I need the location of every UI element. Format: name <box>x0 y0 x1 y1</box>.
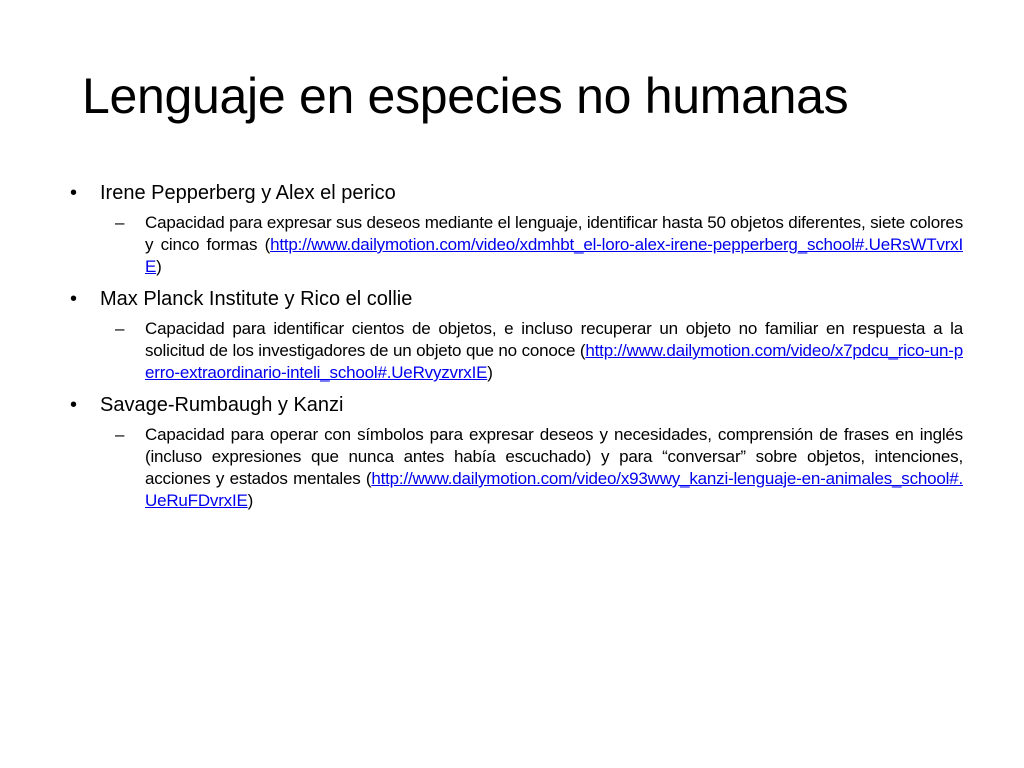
video-link-alex[interactable]: http://www.dailymotion.com/video/xdmhbt_el-loro-alex-irene-pepperberg_school#.UeRsWTvrxIE <box>145 235 963 276</box>
sub-item-max-planck <box>115 318 963 384</box>
bullet-text: Max Planck Institute y Rico el collie <box>100 288 413 310</box>
sub-text-close: ) <box>247 491 254 510</box>
video-link-rico[interactable]: http://www.dailymotion.com/video/x7pdcu_rico-un-perro-extraordinario-inteli_school#.UeRvyzvrxIE <box>145 341 963 382</box>
sub-text-body: Capacidad para identificar cientos de objetos, e incluso recuperar un objeto no familiar en respuesta a la solicitud de los investigadores de un objeto que no conoce ( <box>145 319 963 360</box>
bullet-item-max-planck <box>70 284 963 384</box>
dash-icon: – <box>115 319 125 338</box>
bullet-item-kanzi <box>70 390 963 512</box>
sub-text <box>145 424 963 512</box>
sub-item-pepperberg <box>115 212 963 278</box>
sub-text-body: Capacidad para operar con símbolos para expresar deseos y necesidades, comprensión de frases en inglés (incluso expresiones que nunca antes había escuchado) y para “conversar” sobre objetos, intenciones, acciones y estados mentales ( <box>145 425 963 488</box>
dash-icon: – <box>115 425 125 444</box>
sub-text-close: ) <box>156 257 162 276</box>
sub-text <box>145 212 963 278</box>
slide-title: Lenguaje en especies no humanas <box>82 68 849 124</box>
sub-text-body: Capacidad para expresar sus deseos mediante el lenguaje, identificar hasta 50 objetos diferentes, siete colores y cinco formas ( <box>145 213 963 254</box>
sub-text <box>145 318 963 384</box>
bullet-icon: • <box>70 288 78 310</box>
bullet-text: Irene Pepperberg y Alex el perico <box>100 182 396 204</box>
bullet-text: Savage-Rumbaugh y Kanzi <box>100 394 344 416</box>
slide-content <box>70 178 963 518</box>
bullet-icon: • <box>70 182 78 204</box>
sub-text-close: ) <box>487 363 493 382</box>
sub-item-kanzi <box>115 424 963 512</box>
bullet-icon: • <box>70 394 78 416</box>
bullet-item-pepperberg <box>70 178 963 278</box>
video-link-kanzi[interactable]: http://www.dailymotion.com/video/x93wwy_kanzi-lenguaje-en-animales_school#.UeRuFDvrxIE <box>145 469 963 510</box>
bullet-list <box>70 178 963 512</box>
dash-icon: – <box>115 213 125 232</box>
